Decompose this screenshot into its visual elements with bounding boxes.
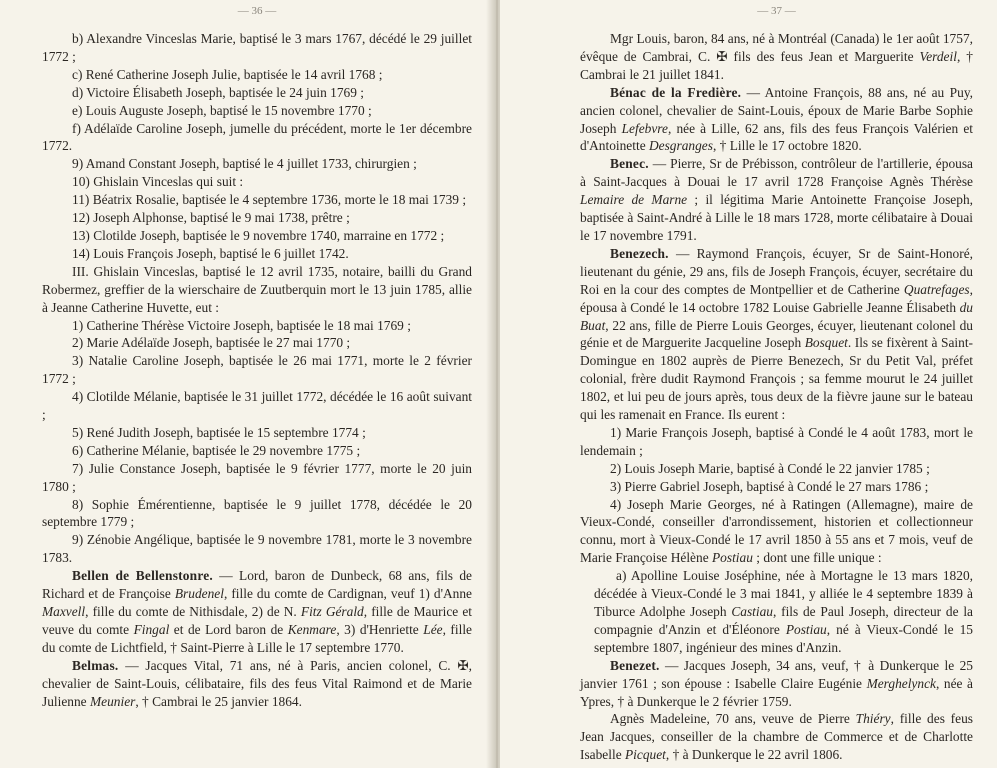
paragraph: e) Louis Auguste Joseph, baptisé le 15 novembre 1770 ; <box>72 102 372 118</box>
paragraph: 7) Julie Constance Joseph, baptisée le 9 février 1777, morte le 20 juin 1780 ; <box>42 460 472 494</box>
paragraph: 3) Natalie Caroline Joseph, baptisée le 26 mai 1771, morte le 2 février 1772 ; <box>42 353 472 387</box>
text-run: , † Cambrai le 25 janvier 1864. <box>135 693 302 709</box>
italic-name: Lemaire de Marne <box>580 192 688 208</box>
entry-benezet <box>580 657 973 711</box>
entry-heading: Benezet. <box>610 657 660 673</box>
text-run: , † à Dunkerque le 22 avril 1806. <box>665 747 843 763</box>
italic-name: Bosquet <box>804 335 848 351</box>
paragraph: 13) Clotilde Joseph, baptisée le 9 novembre 1740, marraine en 1772 ; <box>72 227 445 243</box>
left-page <box>0 0 492 768</box>
text-run: ; dont une fille unique : <box>752 550 882 566</box>
text-run: , 22 ans, fille de Pierre Louis Georges, écuyer, lieutenant colonel du génie et de Marguerite Jacqueline Joseph <box>580 317 973 351</box>
entry-intro <box>580 30 973 84</box>
paragraph: 9) Amand Constant Joseph, baptisé le 4 juillet 1733, chirurgien ; <box>72 156 417 172</box>
text-run: , épousa à Condé le 14 octobre 1782 Louise Gabrielle Jeanne Élisabeth <box>580 281 973 315</box>
text-run: — Jacques Vital, 71 ans, né à Paris, ancien colonel, C. ✠, chevalier de Saint-Louis, célibataire, fils des feus Vital Raimond et de Marie Julienne <box>42 657 472 709</box>
paragraph: 12) Joseph Alphonse, baptisé le 9 mai 1738, prêtre ; <box>72 210 350 226</box>
paragraph: 10) Ghislain Vinceslas qui suit : <box>72 174 244 190</box>
text-run: , fille du comte de Nithisdale, 2) de N. <box>85 604 301 619</box>
text-run: ; il légitima Marie Antoinette Françoise Joseph, baptisée à Saint-André à Lille le 18 mars 1728, morte célibataire à Douai le 17 novembre 1791. <box>580 192 973 243</box>
italic-name: Castiau <box>731 604 773 619</box>
entry-heading: Benezech. <box>610 245 669 261</box>
entry-heading: Bénac de la Fredière. <box>610 84 742 100</box>
paragraph: 14) Louis François Joseph, baptisé le 6 juillet 1742. <box>72 245 349 261</box>
italic-name: Postiau <box>712 550 753 566</box>
left-page-text <box>42 30 472 710</box>
italic-name: Meunier <box>89 693 136 709</box>
paragraph: 1) Catherine Thérèse Victoire Joseph, baptisée le 18 mai 1769 ; <box>72 317 411 333</box>
text-run: a) Apolline Louise Joséphine, née à Mortagne le 13 mars 1820, décédée à Vieux-Condé le 3 mai 1841, y alliée le 4 septembre 1839 à Tiburce Adolphe Joseph <box>594 568 973 619</box>
italic-name: Lefebvre <box>621 120 668 136</box>
paragraph: f) Adélaïde Caroline Joseph, jumelle du précédent, morte le 1er décembre 1772. <box>42 120 472 154</box>
entry-benec <box>580 155 973 245</box>
entry-heading: Benec. <box>610 156 649 172</box>
paragraph <box>580 567 973 657</box>
paragraph: 2) Louis Joseph Marie, baptisé à Condé le 22 janvier 1785 ; <box>610 460 930 476</box>
italic-name: Quatrefages <box>903 281 970 297</box>
paragraph: b) Alexandre Vinceslas Marie, baptisé le 3 mars 1767, décédé le 29 juillet 1772 ; <box>42 31 472 64</box>
entry-heading: Belmas. <box>72 657 119 673</box>
text-run: Agnès Madeleine, 70 ans, veuve de Pierre <box>610 711 856 727</box>
paragraph: 2) Marie Adélaïde Joseph, baptisée le 27 mai 1770 ; <box>72 335 351 351</box>
text-run: , † Cambrai le 21 juillet 1841. <box>580 48 973 82</box>
italic-name: Picquet <box>624 747 666 763</box>
paragraph: III. Ghislain Vinceslas, baptisé le 12 avril 1735, notaire, bailli du Grand Robermez, greffier de la wierschaire de Zuutberquin mort le 13 juin 1785, allie à Jeanne Catherine Huvette, eut : <box>42 263 472 315</box>
text-run: — Raymond François, écuyer, Sr de Saint-Honoré, lieutenant du génie, 29 ans, fils de Joseph François, écuyer, secrétaire du Roi en la cour des comptes de Montpellier et de Catherine <box>580 245 973 297</box>
paragraph: 9) Zénobie Angélique, baptisée le 9 novembre 1781, morte le 3 novembre 1783. <box>42 532 472 566</box>
text-run: . Ils se fixèrent à Saint-Domingue en 1802 auprès de Pierre Benezech, Sr du Petit Val, préfet colonial, frère dudit Raymond François ; sa femme mourut le 24 juillet 1802, et lui peu de jours après, tous deux de la fièvre jaune sur le bateau qui les ramenait en France. Ils eurent : <box>580 335 973 423</box>
italic-name: Postiau <box>785 621 827 637</box>
right-page <box>500 0 997 768</box>
italic-name: Brudenel <box>174 586 224 602</box>
italic-name: Desgranges <box>648 138 713 154</box>
text-run: — Jacques Joseph, 34 ans, veuf, † à Dunkerque le 25 janvier 1761 ; son épouse : Isabelle Claire Eugénie <box>580 657 973 691</box>
paragraph: 1) Marie François Joseph, baptisé à Condé le 4 août 1783, mort le lendemain ; <box>580 424 973 458</box>
italic-name: Lée <box>423 621 443 637</box>
paragraph: 3) Pierre Gabriel Joseph, baptisé à Condé le 27 mars 1786 ; <box>610 478 929 494</box>
text-run: 4) Joseph Marie Georges, né à Ratingen (Allemagne), maire de Vieux-Condé, conseiller d'arrondissement, historien et collectionneur connu, mort à Vieux-Condé le 17 avril 1850 à 55 ans et 7 mois, veuf de Marie Françoise Hélène <box>580 496 973 566</box>
text-run: — Pierre, Sr de Prébisson, contrôleur de l'artillerie, épousa à Saint-Jacques à Douai le 17 avril 1728 Françoise Agnès Thérèse <box>580 156 973 190</box>
italic-name: Fitz Gérald <box>300 604 364 619</box>
text-run: , 3) d'Henriette <box>336 621 424 637</box>
paragraph: 5) René Judith Joseph, baptisée le 15 septembre 1774 ; <box>72 424 366 440</box>
italic-name: du Buat <box>580 299 973 333</box>
page-number-right: — 37 — <box>757 5 796 17</box>
text-run: , fils de Paul Joseph, directeur de la compagnie d'Anzin et d'Éléonore <box>594 604 973 637</box>
page-number-left: — 36 — <box>237 5 277 17</box>
entry-belmas <box>42 657 472 711</box>
text-run: , née à Ypres, † à Dunkerque le 2 février 1759. <box>580 675 973 709</box>
entry-benezech <box>580 245 973 424</box>
italic-name: Merghelynck <box>866 675 936 691</box>
paragraph: 6) Catherine Mélanie, baptisée le 29 novembre 1775 ; <box>72 442 361 458</box>
text-run: — Antoine François, 88 ans, né au Puy, ancien colonel, chevalier de Saint-Louis, époux de Marie Barbe Sophie Joseph <box>580 84 973 136</box>
paragraph: 8) Sophie Émérentienne, baptisée le 9 juillet 1778, décédée le 20 septembre 1779 ; <box>42 496 472 530</box>
paragraph: 4) Clotilde Mélanie, baptisée le 31 juillet 1772, décédée le 16 août suivant ; <box>42 389 472 423</box>
paragraph: 11) Béatrix Rosalie, baptisée le 4 septembre 1736, morte le 18 mai 1739 ; <box>72 192 467 208</box>
text-run: , née à Lille, 62 ans, fils des feus François Valérien et d'Antoinette <box>580 120 973 154</box>
text-run: , † Lille le 17 octobre 1820. <box>712 138 862 154</box>
text-run: , fille du comte de Cardignan, veuf 1) d'Anne <box>223 586 472 602</box>
text-run: — Lord, baron de Dunbeck, 68 ans, fils de Richard et de Françoise <box>42 568 472 602</box>
entry-agnes <box>580 710 973 764</box>
paragraph: d) Victoire Élisabeth Joseph, baptisée le 24 juin 1769 ; <box>72 84 364 100</box>
italic-name: Thiéry <box>855 711 891 727</box>
italic-name: Kenmare <box>287 621 337 637</box>
italic-name: Verdeil <box>919 48 957 64</box>
entry-benac <box>580 84 973 156</box>
text-run: Mgr Louis, baron, 84 ans, né à Montréal (Canada) le 1er août 1757, évêque de Cambrai, C. ✠ fils des feus Jean et Marguerite <box>580 31 973 64</box>
text-run: , fille de Maurice et veuve du comte <box>42 604 472 637</box>
right-page-text <box>580 30 973 764</box>
entry-bellen <box>42 567 472 657</box>
paragraph: c) René Catherine Joseph Julie, baptisée le 14 avril 1768 ; <box>72 66 383 82</box>
text-run: , fille des feus Jean Jacques, conseiller de la chambre de Commerce et de Charlotte Isabelle <box>580 711 973 763</box>
italic-name: Fingal <box>133 621 170 637</box>
italic-name: Maxvell <box>42 604 86 619</box>
text-run: et de Lord baron de <box>169 621 288 637</box>
entry-heading: Bellen de Bellenstonre. <box>72 568 213 584</box>
paragraph <box>580 496 973 568</box>
text-run: , fille du comte de Lichtfield, † Saint-Pierre à Lille le 17 septembre 1770. <box>42 621 473 655</box>
text-run: , né à Vieux-Condé le 15 septembre 1807, ingénieur des mines d'Anzin. <box>594 621 973 655</box>
